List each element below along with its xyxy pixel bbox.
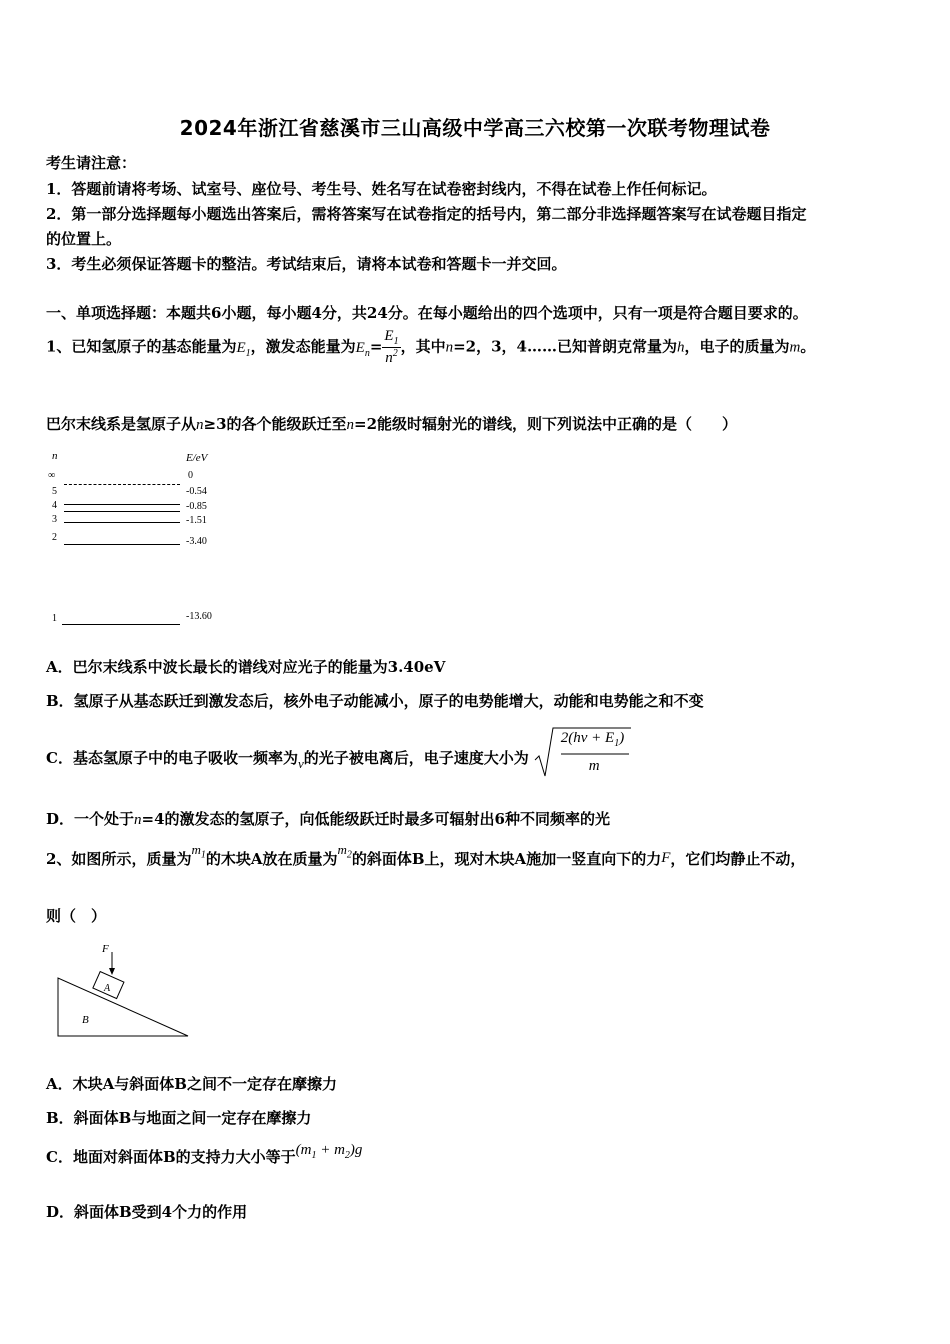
q2-option-c: C．地面对斜面体B的支持力大小等于$(m_1 + m_2)g$ [46, 1142, 363, 1166]
force-label: F [102, 943, 109, 955]
en-symbol: $E_n$ [355, 339, 370, 359]
q1-option-d: D．一个处于n=4的激发态的氢原子，向低能级跃迁时最多可辐射出6种不同频率的光 [46, 810, 610, 828]
q1-text: 1、已知氢原子的基态能量为 [46, 337, 237, 356]
block-label: A [104, 983, 111, 994]
question-2-stem: 2、如图所示，质量为$m_1$的木块A放在质量为$m_2$的斜面体B上，现对木块A施加一竖直向下的力F，它们均静止不动， [46, 842, 806, 868]
page-title: 2024年浙江省慈溪市三山高级中学高三六校第一次联考物理试卷 [179, 116, 771, 140]
level-line-1 [62, 624, 180, 625]
notice-item: 的位置上。 [46, 230, 122, 248]
nu-symbol: ν [297, 756, 304, 771]
level-n-3: 3 [52, 514, 57, 525]
arrow-head-icon [109, 968, 115, 975]
level-n-2: 2 [52, 532, 57, 543]
m-symbol: m [789, 339, 801, 356]
level-n-4: 4 [52, 500, 57, 511]
formula-denominator: m [588, 758, 600, 774]
m2-symbol: $m_2$ [337, 842, 352, 861]
notice-item: 2．第一部分选择题每小题选出答案后，需将答案写在试卷指定的括号内，第二部分非选择题答案写在试卷题目指定 [46, 205, 807, 223]
n-axis-label: n [52, 450, 58, 462]
q1-option-a: A．巴尔末线系中波长最长的谱线对应光子的能量为3.40eV [46, 658, 446, 676]
level-n-1: 1 [52, 613, 57, 624]
q1-option-b: B．氢原子从基态跃迁到激发态后，核外电子动能减小，原子的电势能增大，动能和电势能之和不变 [46, 692, 704, 710]
energy-axis-label: E/eV [186, 452, 208, 464]
level-e-2: -3.40 [186, 536, 207, 547]
level-e-4: -0.85 [186, 501, 207, 512]
q1-text: ，其中 [400, 337, 446, 356]
q2-option-b: B．斜面体B与地面之间一定存在摩擦力 [46, 1109, 312, 1127]
e1-symbol: $E_1$ [236, 339, 251, 359]
level-e-3: -1.51 [186, 515, 207, 526]
level-line-2 [64, 544, 180, 545]
level-e-5: -0.54 [186, 486, 207, 497]
q1-text: =2，3，4……已知普朗克常量为 [453, 337, 677, 356]
question-1-stem [46, 328, 815, 367]
q2-option-d: D．斜面体B受到4个力的作用 [46, 1203, 248, 1221]
level-line-3 [64, 522, 180, 523]
n-symbol: n [445, 339, 454, 356]
level-line-4 [64, 511, 180, 512]
section-heading: 一、单项选择题：本题共6小题，每小题4分，共24分。在每小题给出的四个选项中，只有一项是符合题目要求的。 [46, 304, 808, 322]
question-1-line2: 巴尔末线系是氢原子从n≥3的各个能级跃迁至n=2能级时辐射光的谱线，则下列说法中正确的是（ ） [46, 415, 738, 433]
velocity-formula [533, 726, 633, 780]
q1-text: 。 [800, 337, 816, 356]
equals-sign: = [369, 337, 383, 356]
m1-symbol: $m_1$ [191, 842, 206, 861]
energy-fraction: $\frac{E_1}{n^2}$ [384, 328, 399, 366]
level-n-5: 5 [52, 486, 57, 497]
level-e-inf: 0 [188, 470, 193, 481]
question-2-stem-end: 则（ ） [46, 907, 107, 925]
level-line-inf [64, 484, 180, 485]
q2-option-a: A．木块A与斜面体B之间不一定存在摩擦力 [46, 1075, 337, 1093]
support-force-formula: $(m_1 + m_2)g$ [295, 1142, 363, 1161]
notice-item: 1．答题前请将考场、试室号、座位号、考生号、姓名写在试卷密封线内，不得在试卷上作任何标记。 [46, 180, 717, 198]
incline-figure [50, 938, 195, 1042]
notice-heading: 考生请注意： [46, 154, 137, 172]
wedge-outline [58, 978, 188, 1036]
level-n-inf: ∞ [48, 470, 56, 481]
h-symbol: h [676, 339, 685, 356]
formula-numerator: $2(h\nu + E_1)$ [560, 730, 625, 749]
wedge-label: B [82, 1014, 89, 1026]
level-e-1: -13.60 [186, 611, 212, 622]
q1-text: ，激发态能量为 [250, 337, 356, 356]
q1-option-c: C．基态氢原子中的电子吸收一频率为ν的光子被电离后，电子速度大小为 $2(h\nu + E_1)$ m [46, 726, 633, 780]
notice-item: 3．考生必须保证答题卡的整洁。考试结束后，请将本试卷和答题卡一并交回。 [46, 255, 567, 273]
level-line-5 [64, 504, 180, 505]
q1-text: ，电子的质量为 [684, 337, 790, 356]
